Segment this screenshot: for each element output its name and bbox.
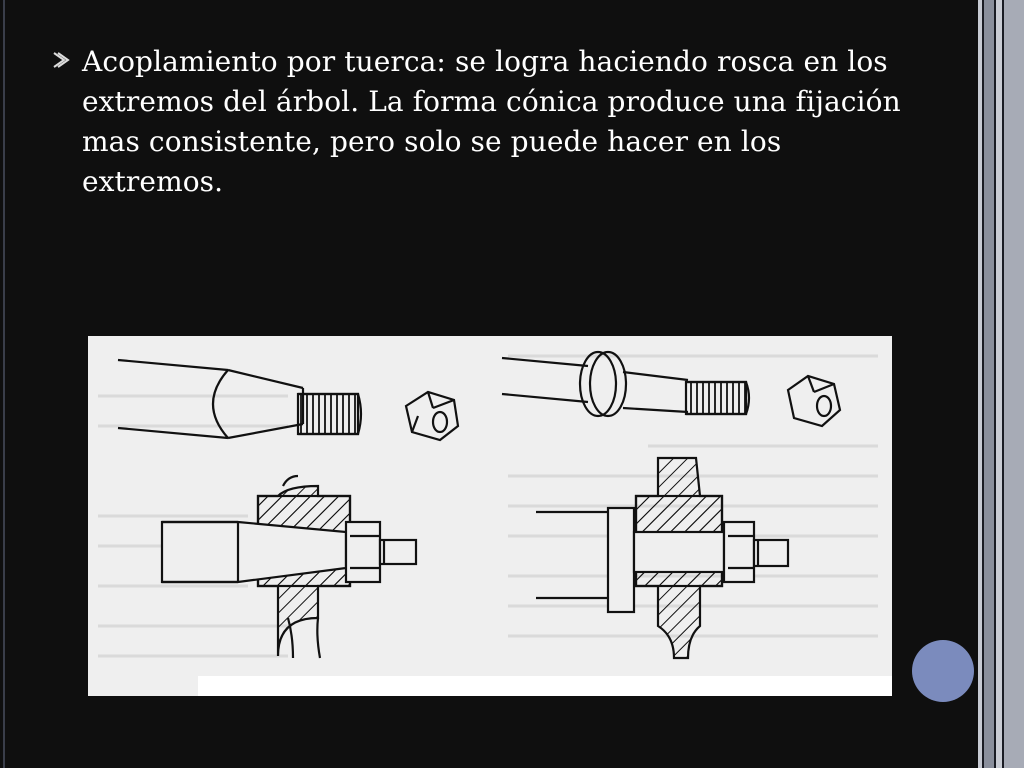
coupling-drawing bbox=[88, 336, 892, 696]
hex-nut-top-right bbox=[788, 376, 840, 426]
coupling-illustration bbox=[88, 336, 892, 696]
shouldered-shaft-top-right bbox=[502, 352, 749, 416]
decorative-circle bbox=[912, 640, 974, 702]
bullet-text: Acoplamiento por tuerca: se logra haciendo rosca en los extremos del árbol. La forma cónica produce una fijación mas consistente, pero solo se puede hacer en los extremos. bbox=[82, 45, 901, 198]
hex-nut-top-left bbox=[406, 392, 458, 440]
bullet-item bbox=[50, 42, 920, 202]
left-border-line bbox=[3, 0, 5, 768]
right-decorative-frame bbox=[978, 0, 1024, 768]
assembled-hub-bottom-left bbox=[162, 476, 416, 658]
chevron-right-icon bbox=[50, 50, 70, 70]
assembled-hub-bottom-right bbox=[536, 458, 788, 658]
